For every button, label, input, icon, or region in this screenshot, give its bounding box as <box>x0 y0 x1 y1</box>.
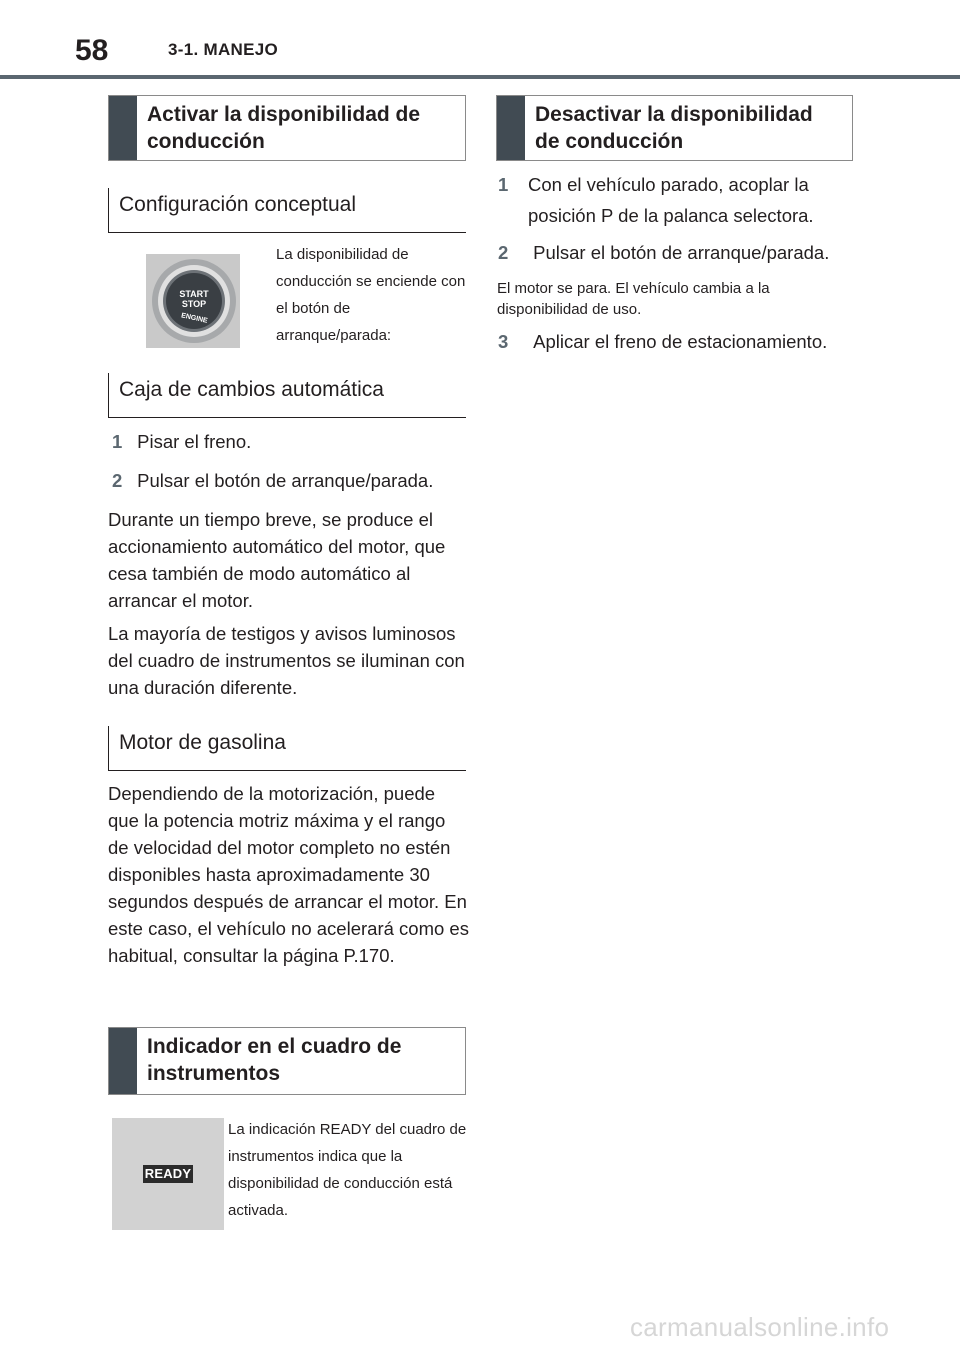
step-right-3 <box>498 326 858 357</box>
subheading-concept: Configuración conceptual <box>108 188 466 233</box>
svg-text:ENGINE: ENGINE <box>180 312 209 325</box>
start-stop-button-icon <box>146 254 240 348</box>
step-text: Aplicar el freno de estacionamiento. <box>533 331 828 352</box>
section-heading-bar <box>109 1028 137 1094</box>
section-heading-deactivate <box>496 95 853 161</box>
start-stop-button-image <box>146 254 240 348</box>
page-header <box>0 0 960 80</box>
paragraph-automatic-1: Durante un tiempo breve, se produce el accionamiento automático del motor, que cesa también de modo automático al arrancar el motor. <box>108 509 446 611</box>
ready-caption: La indicación READY del cuadro de instrumentos indica que la disponibilidad de conducción está activada. <box>228 1121 467 1219</box>
chapter-title: 3-1. MANEJO <box>168 40 279 59</box>
ready-indicator-image <box>112 1118 224 1230</box>
step-number: 1 <box>112 431 123 452</box>
step-number: 2 <box>498 242 509 263</box>
ready-indicator-label: READY <box>144 1166 192 1181</box>
section-heading-bar <box>109 96 137 160</box>
paragraph-automatic-2: La mayoría de testigos y avisos luminosos del cuadro de instrumentos se iluminan con una duración diferente. <box>108 623 465 698</box>
step-right-1 <box>498 169 858 231</box>
section-heading-indicator <box>108 1027 466 1095</box>
section-heading-title: Activar la disponibilidad de conducción <box>147 103 421 153</box>
step-text: Con el vehículo parado, acoplar la posición P de la palanca selectora. <box>528 174 814 226</box>
step-right-2 <box>498 237 858 268</box>
section-heading-title: Desactivar la disponibilidad de conducción <box>535 103 813 153</box>
section-heading-bar <box>497 96 525 160</box>
start-button-caption: La disponibilidad de conducción se enciende con el botón de arranque/parada: <box>276 246 466 344</box>
step-number: 3 <box>498 331 509 352</box>
header-divider <box>0 75 960 79</box>
subheading-automatic: Caja de cambios automática <box>108 373 466 418</box>
subheading-gasoline: Motor de gasolina <box>108 726 466 771</box>
step-number: 2 <box>112 470 123 491</box>
right-note: El motor se para. El vehículo cambia a la disponibilidad de uso. <box>497 280 770 318</box>
section-heading-title: Indicador en el cuadro de instrumentos <box>147 1035 402 1085</box>
step-text: Pulsar el botón de arranque/parada. <box>533 242 830 263</box>
section-heading-activate <box>108 95 466 161</box>
watermark: carmanualsonline.info <box>630 1312 890 1342</box>
svg-text:STOP: STOP <box>181 299 207 309</box>
step-text: Pulsar el botón de arranque/parada. <box>137 470 434 491</box>
svg-text:START: START <box>179 289 209 299</box>
step-text: Pisar el freno. <box>137 431 252 452</box>
step-number: 1 <box>498 174 509 195</box>
page-number: 58 <box>75 34 109 67</box>
step-left-1 <box>112 426 472 457</box>
paragraph-gasoline: Dependiendo de la motorización, puede que la potencia motriz máxima y el rango de velocidad del motor completo no estén disponibles hasta aproximadamente 30 segundos después de arrancar el motor. En este caso, el vehículo no acelerará como es habitual, consultar la página P.170. <box>108 783 469 966</box>
step-left-2 <box>112 465 472 496</box>
